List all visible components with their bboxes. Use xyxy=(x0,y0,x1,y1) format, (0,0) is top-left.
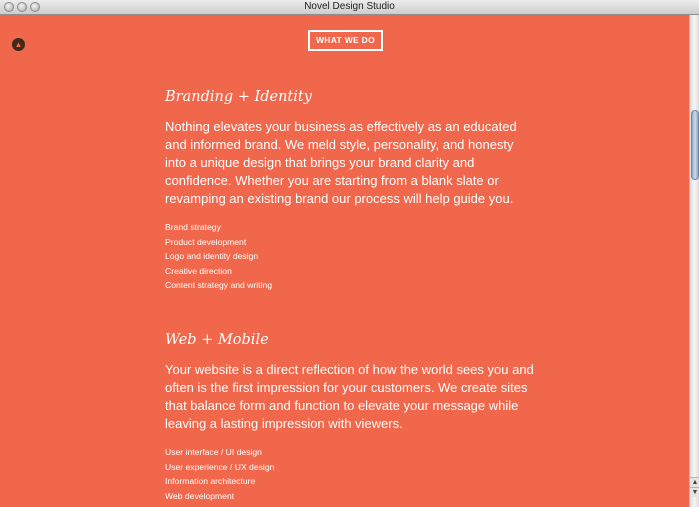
service-item: Product development xyxy=(165,236,247,247)
section-intro: Nothing elevates your business as effectively as an educated and informed brand. We meld style, personality, and honesty into a unique design that brings your brand clarity and confidence. Whether you are starting from a blank slate or revamping an existing brand our process will help guide you. xyxy=(165,119,517,206)
section-intro: Your website is a direct reflection of how the world sees you and often is the first impression for your customers. We create sites that balance form and function to elevate your message while leaving a lasting impression with viewers. xyxy=(165,362,534,431)
window-titlebar xyxy=(0,0,699,15)
chevron-up-icon: ▲ xyxy=(14,40,23,49)
scroll-down-arrow-icon[interactable]: ▼ xyxy=(691,489,699,496)
vertical-scrollbar[interactable] xyxy=(689,15,699,507)
service-item: User experience / UX design xyxy=(165,461,275,472)
service-list xyxy=(165,445,535,503)
page-viewport xyxy=(0,15,689,507)
section-heading: Web + Mobile xyxy=(165,332,269,348)
scrollbar-thumb[interactable] xyxy=(691,110,699,180)
service-item: Information architecture xyxy=(165,476,256,487)
section-heading: Branding + Identity xyxy=(165,89,312,105)
section-web-mobile xyxy=(165,330,535,503)
section-branding xyxy=(165,87,535,293)
scroll-up-button[interactable] xyxy=(12,38,25,51)
service-item: Web development xyxy=(165,490,235,501)
service-item: Logo and identity design xyxy=(165,251,259,262)
window-title: Novel Design Studio xyxy=(304,1,395,12)
service-item: Content strategy and writing xyxy=(165,280,273,291)
service-item: User interface / UI design xyxy=(165,447,262,457)
what-we-do-nav-button[interactable]: WHAT WE DO xyxy=(308,30,383,51)
service-item: Brand strategy xyxy=(165,222,221,232)
service-item: Creative direction xyxy=(165,265,232,276)
service-list xyxy=(165,220,535,293)
scroll-up-arrow-icon[interactable]: ▲ xyxy=(691,479,699,486)
